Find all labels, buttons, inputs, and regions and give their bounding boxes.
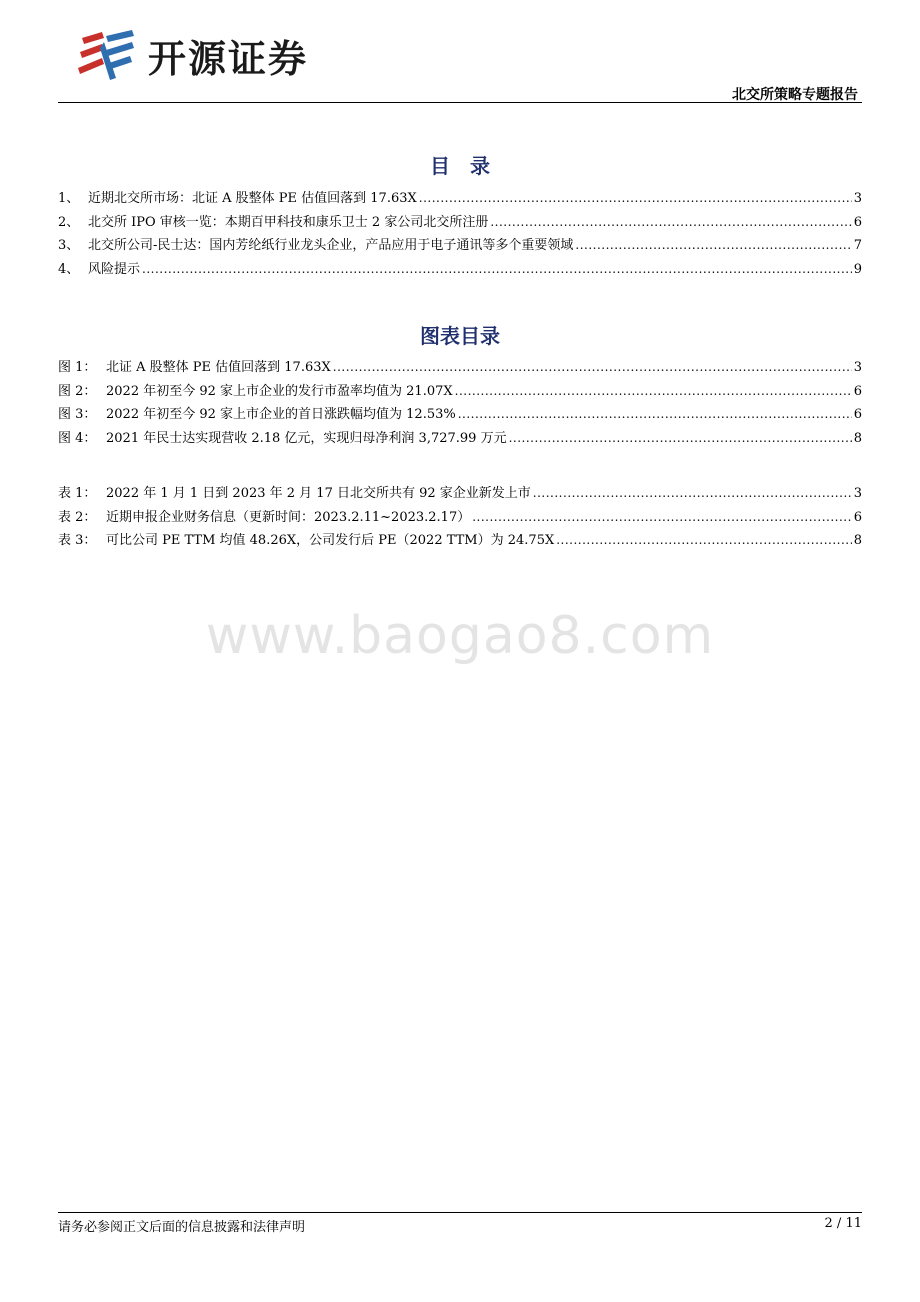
table-entry-page: 8 <box>853 533 862 548</box>
figure-entry-text: 2021 年民士达实现营收 2.18 亿元，实现归母净利润 3,727.99 万元 <box>106 430 507 446</box>
logo-mark-icon <box>76 28 138 82</box>
table-entry-number: 表 1： <box>58 486 97 501</box>
leader-dots <box>472 506 852 530</box>
company-logo <box>76 28 308 82</box>
table-entry-number: 表 3： <box>58 533 97 548</box>
leader-dots <box>556 529 852 553</box>
figure-entry-number: 图 1： <box>58 360 97 375</box>
leader-dots <box>575 234 851 258</box>
toc-entry-page: 7 <box>853 238 862 253</box>
tables-list <box>58 482 862 553</box>
figure-entry-page: 6 <box>853 383 862 399</box>
figure-entry-text: 2022 年初至今 92 家上市企业的发行市盈率均值为 21.07X <box>106 383 453 399</box>
table-entry-2[interactable] <box>58 506 862 530</box>
table-entry-1[interactable] <box>58 482 862 506</box>
table-entry-page: 6 <box>853 509 862 525</box>
toc-entry-text: 风险提示 <box>88 261 141 277</box>
leader-dots <box>458 403 852 427</box>
figure-entry-page: 3 <box>853 360 862 375</box>
toc-entry-page: 3 <box>853 191 862 206</box>
toc-entry-page: 9 <box>853 261 862 277</box>
figure-entry-page: 8 <box>853 430 862 446</box>
toc-entry-number: 2、 <box>58 214 80 230</box>
footer-divider <box>58 1212 862 1213</box>
leader-dots <box>419 187 852 211</box>
figure-entry-4[interactable] <box>58 427 862 451</box>
leader-dots <box>490 211 851 235</box>
toc-entry-4[interactable] <box>58 258 862 282</box>
leader-dots <box>509 427 852 451</box>
figure-entry-text: 北证 A 股整体 PE 估值回落到 17.63X <box>106 360 331 375</box>
table-entry-number: 表 2： <box>58 509 97 525</box>
figures-list <box>58 356 862 450</box>
toc-entry-page: 6 <box>853 214 862 230</box>
leader-dots <box>333 356 852 380</box>
figure-entry-page: 6 <box>853 407 862 422</box>
table-entry-3[interactable] <box>58 529 862 553</box>
logo-text: 开源证券 <box>148 36 309 81</box>
toc-entry-number: 4、 <box>58 261 80 277</box>
page-number: 2 / 11 <box>824 1216 862 1231</box>
figure-entry-number: 图 2： <box>58 383 97 399</box>
toc-entry-number: 3、 <box>58 238 80 253</box>
figure-entry-number: 图 3： <box>58 407 97 422</box>
table-entry-text: 2022 年 1 月 1 日到 2023 年 2 月 17 日北交所共有 92 家企业新发上市 <box>106 486 531 501</box>
report-type: 北交所策略专题报告 <box>732 87 858 103</box>
figures-toc-title: 图表目录 <box>420 324 500 348</box>
toc-entry-1[interactable] <box>58 187 862 211</box>
watermark: www.baogao8.com <box>205 606 715 666</box>
figure-entry-number: 图 4： <box>58 430 97 446</box>
figure-entry-3[interactable] <box>58 403 862 427</box>
toc-entry-number: 1、 <box>58 191 80 206</box>
footer-disclaimer: 请务必参阅正文后面的信息披露和法律声明 <box>58 1220 306 1235</box>
toc-entry-text: 北交所公司-民士达：国内芳纶纸行业龙头企业，产品应用于电子通讯等多个重要领域 <box>88 238 574 253</box>
toc-entry-3[interactable] <box>58 234 862 258</box>
toc-entry-2[interactable] <box>58 211 862 235</box>
toc-entry-text: 近期北交所市场：北证 A 股整体 PE 估值回落到 17.63X <box>88 191 417 206</box>
table-entry-text: 近期申报企业财务信息（更新时间：2023.2.11~2023.2.17） <box>106 509 471 525</box>
table-entry-page: 3 <box>853 486 862 501</box>
leader-dots <box>455 380 852 404</box>
figure-entry-text: 2022 年初至今 92 家上市企业的首日涨跌幅均值为 12.53% <box>106 407 456 422</box>
figure-entry-1[interactable] <box>58 356 862 380</box>
figure-entry-2[interactable] <box>58 380 862 404</box>
toc-entry-text: 北交所 IPO 审核一览：本期百甲科技和康乐卫士 2 家公司北交所注册 <box>88 214 489 230</box>
toc-title: 目 录 <box>430 154 490 178</box>
leader-dots <box>533 482 852 506</box>
table-entry-text: 可比公司 PE TTM 均值 48.26X，公司发行后 PE（2022 TTM）为 24.75X <box>106 533 555 548</box>
toc-list <box>58 187 862 281</box>
leader-dots <box>142 258 852 282</box>
header-divider <box>58 102 862 103</box>
